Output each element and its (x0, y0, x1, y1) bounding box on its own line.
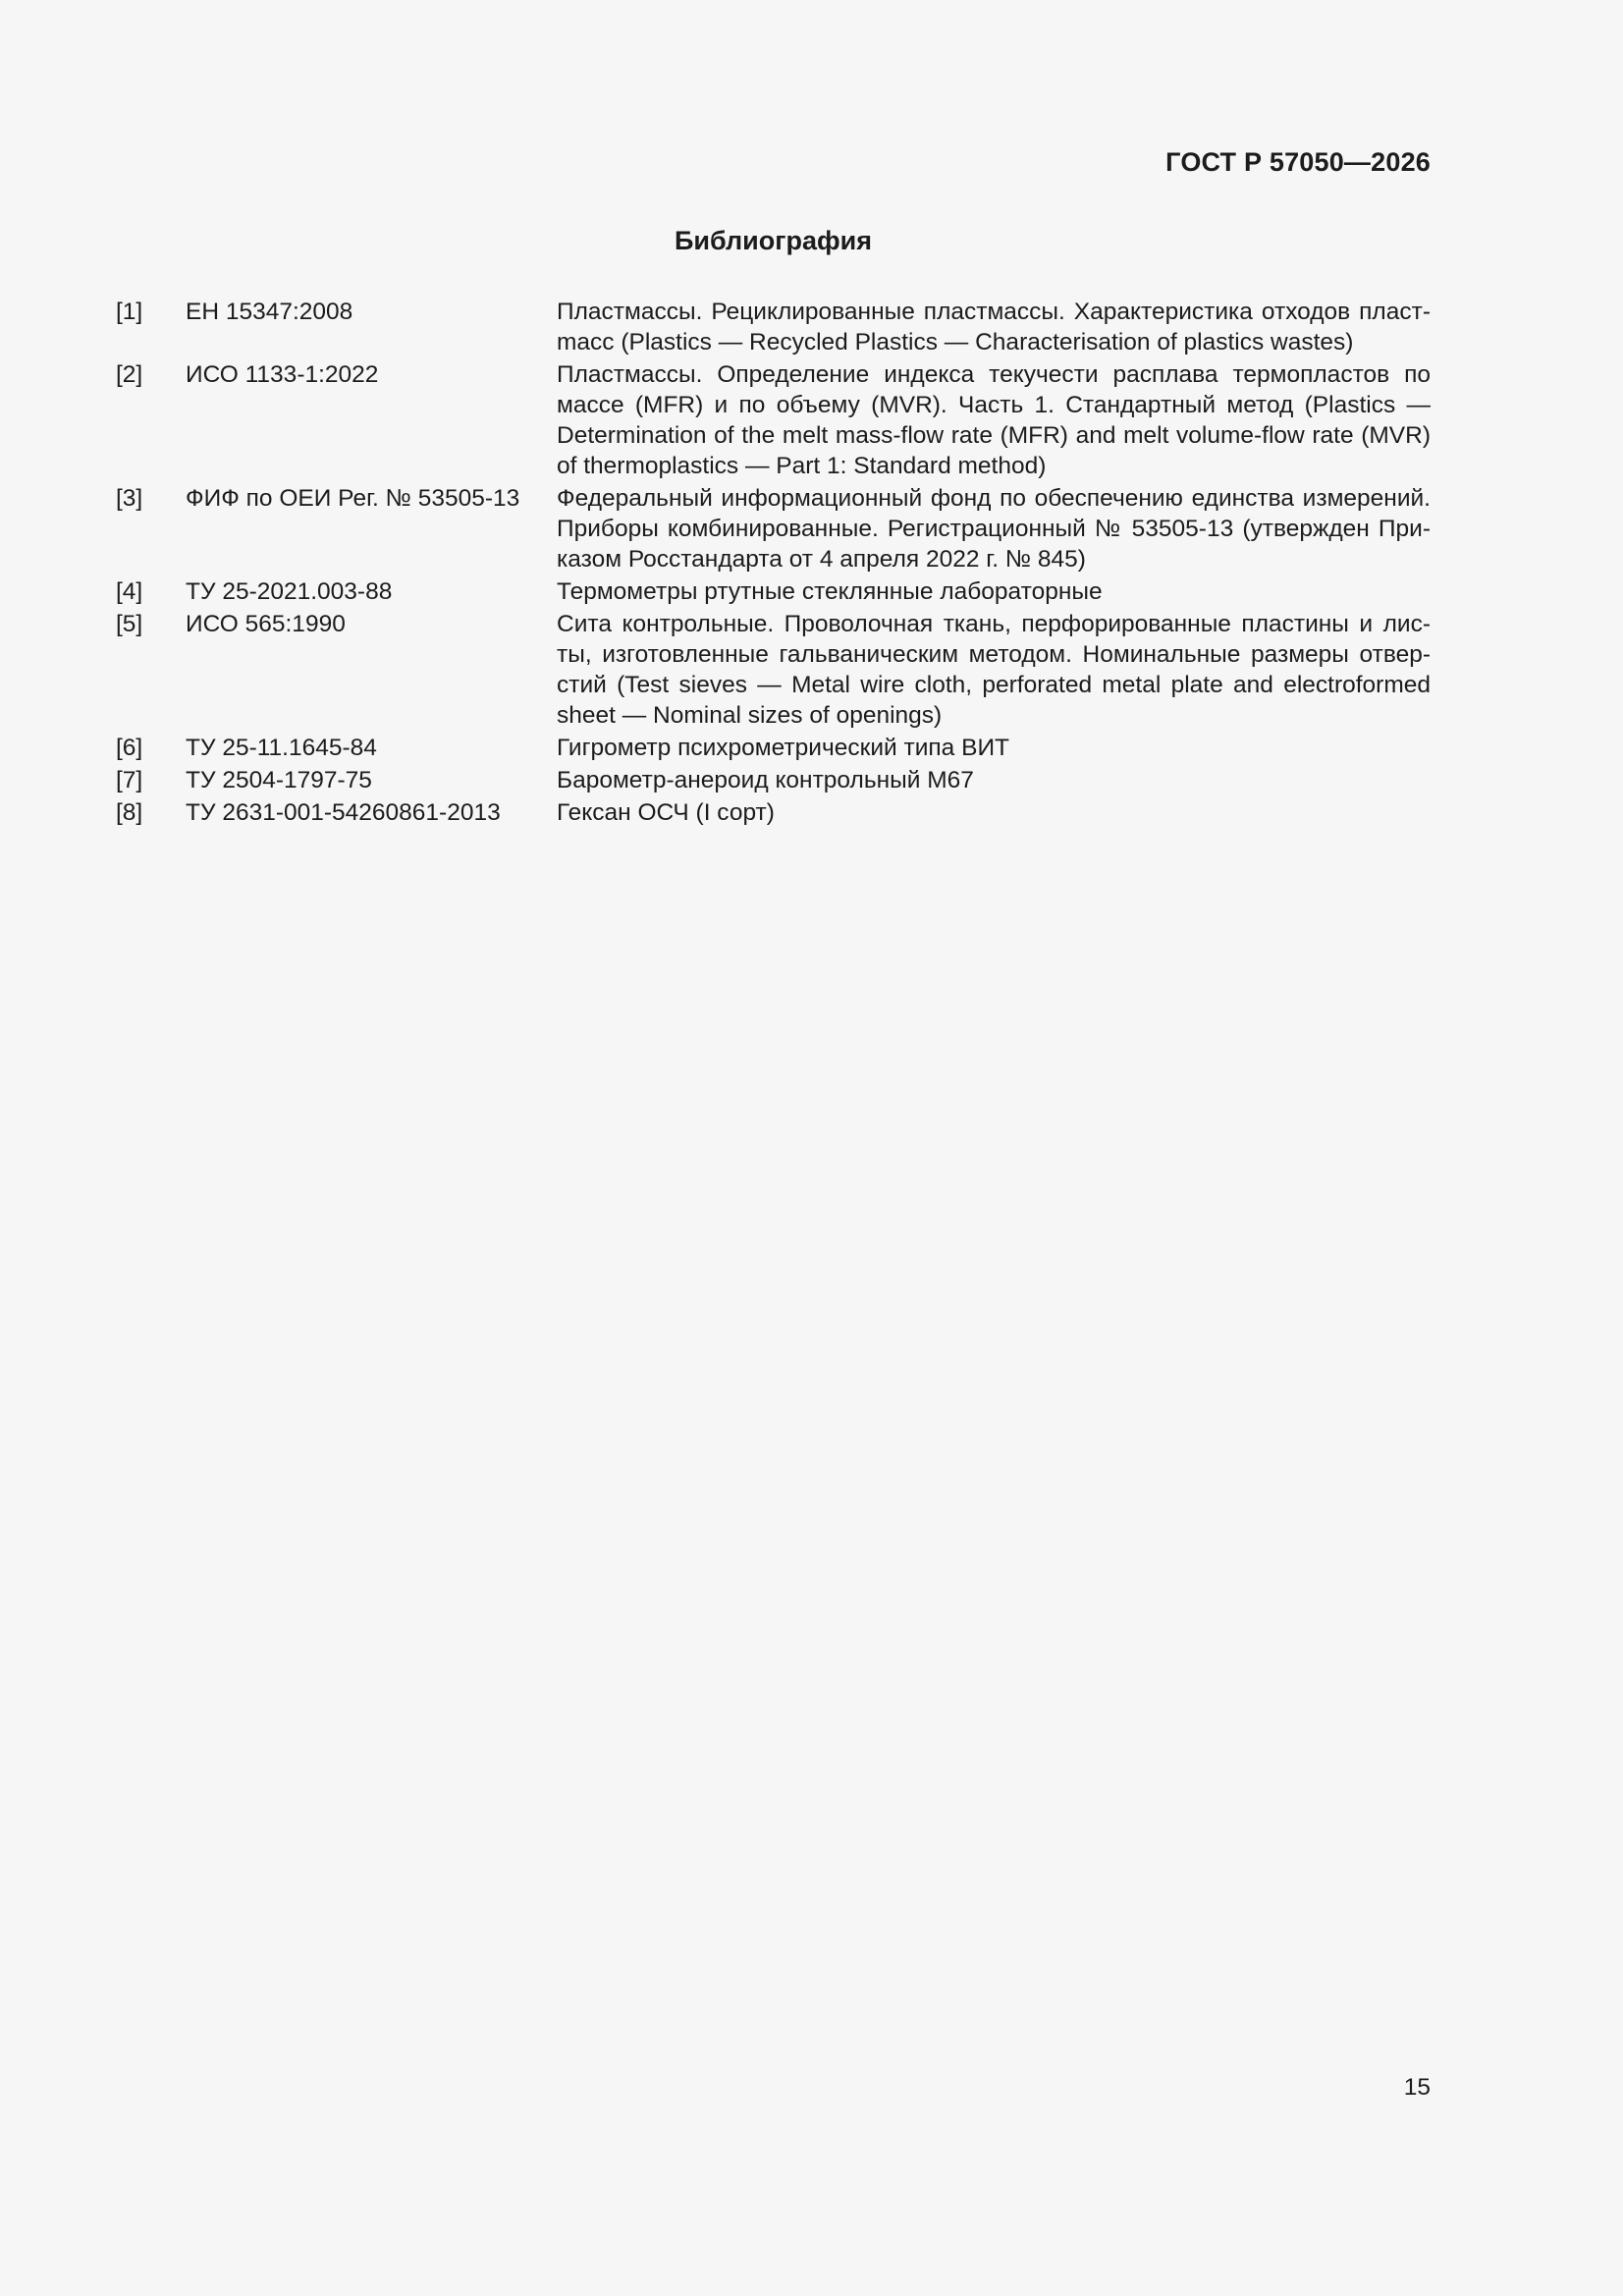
bibliography-entry (116, 359, 1431, 481)
entry-number: [2] (116, 361, 143, 388)
entry-reference: ИСО 565:1990 (186, 611, 346, 637)
entry-reference: ТУ 25-2021.003-88 (186, 578, 393, 605)
entry-description: Гексан ОСЧ (I сорт) (557, 799, 775, 826)
entry-description: Пластмассы. Определение индекса текучести расплава термопластов по массе (MFR) и по объему (MVR). Часть 1. Стандартный метод (Plastics — Determination of the melt mass-flow rate (MFR) and melt volume-flow rate (MVR) of thermoplastics — Part 1: Standard method) (557, 361, 1431, 479)
entry-description: Барометр-анероид контрольный М67 (557, 767, 974, 793)
entry-description: Гигрометр психрометрический типа ВИТ (557, 735, 1010, 761)
bibliography-entry (116, 576, 1431, 607)
entry-number: [5] (116, 611, 143, 637)
entry-description: Пластмассы. Рециклированные пластмассы. Характеристика отходов пластmасс (Plastics — Recycled Plastics — Characterisation of plastics wastes) (557, 299, 1431, 355)
bibliography-entry (116, 297, 1431, 357)
entry-description: Термометры ртутные стеклянные лабораторные (557, 578, 1103, 605)
bibliography-list (116, 297, 1431, 830)
entry-reference: ФИФ по ОЕИ Рег. № 53505-13 (186, 485, 520, 512)
bibliography-entry (116, 733, 1431, 763)
bibliography-entry (116, 483, 1431, 574)
document-code: ГОСТ Р 57050—2026 (1165, 147, 1431, 177)
entry-number: [7] (116, 767, 143, 793)
entry-description: Федеральный информационный фонд по обеспечению единства измерений. Приборы комбинированные. Регистрационный № 53505-13 (утвержден Приказом Росстандарта от 4 апреля 2022 г. № 845) (557, 485, 1431, 573)
entry-reference: ТУ 2504-1797-75 (186, 767, 372, 793)
bibliography-entry (116, 765, 1431, 795)
entry-number: [4] (116, 578, 143, 605)
entry-reference: ИСО 1133-1:2022 (186, 361, 379, 388)
entry-reference: ТУ 2631-001-54260861-2013 (186, 799, 501, 826)
bibliography-entry (116, 797, 1431, 828)
entry-number: [8] (116, 799, 143, 826)
entry-reference: ТУ 25-11.1645-84 (186, 735, 377, 761)
page-number: 15 (1403, 2074, 1431, 2101)
entry-reference: ЕН 15347:2008 (186, 299, 353, 325)
bibliography-title: Библиография (675, 226, 872, 255)
entry-description: Сита контрольные. Проволочная ткань, перфорированные пластины и листы, изготовленные гальваническим методом. Номинальные размеры отверстий (Test sieves — Metal wire cloth, perforated metal plate and electroformed sheet — Nominal sizes of openings) (557, 611, 1431, 729)
entry-number: [3] (116, 485, 143, 512)
bibliography-entry (116, 609, 1431, 731)
entry-number: [6] (116, 735, 143, 761)
entry-number: [1] (116, 299, 143, 325)
